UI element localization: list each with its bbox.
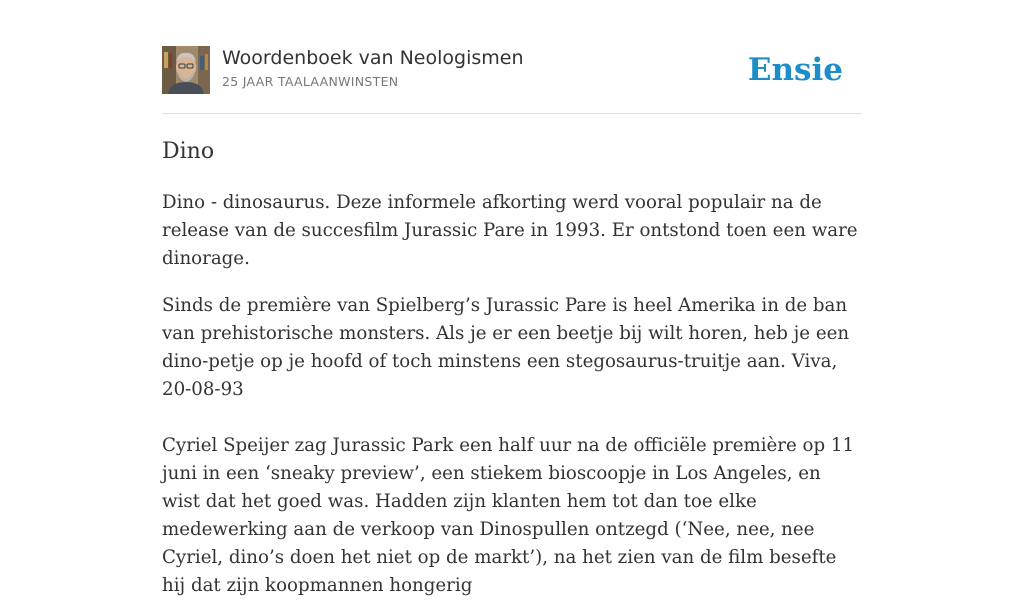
entry-definition: Dino - dinosaurus. Deze informele afkorting werd vooral populair na de release van de succesfilm Jurassic Pare in 1993. Er ontstond toen een ware dinorage. xyxy=(162,192,858,269)
portrait-image xyxy=(162,46,210,94)
ensie-logo-link[interactable]: Ensie xyxy=(747,52,843,88)
site-subtitle: 25 JAAR TAALAANWINSTEN xyxy=(222,74,399,89)
entry-quote: Sinds de première van Spielberg’s Jurassic Pare is heel Amerika in de ban van prehistorische monsters. Als je er een beetje bij wilt horen, heb je een dino-petje op je hoofd of toch minstens een stegosaurus-truitje aan. Viva, 20-08-93 Cyriel Speijer zag Jurassic Park een half uur na de officiële première op 11 juni in een ‘sneaky preview’, een stiekem bioscoopje in Los Angeles, en wist dat het goed was. Hadden zijn klanten hem tot dan toe elke medewerking aan de verkoop van Dinospullen ontzegd (‘Nee, nee, nee Cyriel, dino’s doen het niet op de markt’), na het zien van de film besefte hij dat zijn koopmannen hongerig xyxy=(162,295,855,596)
header-divider xyxy=(162,113,862,114)
header xyxy=(162,46,862,96)
avatar[interactable] xyxy=(162,46,210,94)
entry-content xyxy=(162,134,862,600)
entry-title: Dino xyxy=(162,139,215,164)
site-title[interactable]: Woordenboek van Neologismen xyxy=(222,47,524,69)
